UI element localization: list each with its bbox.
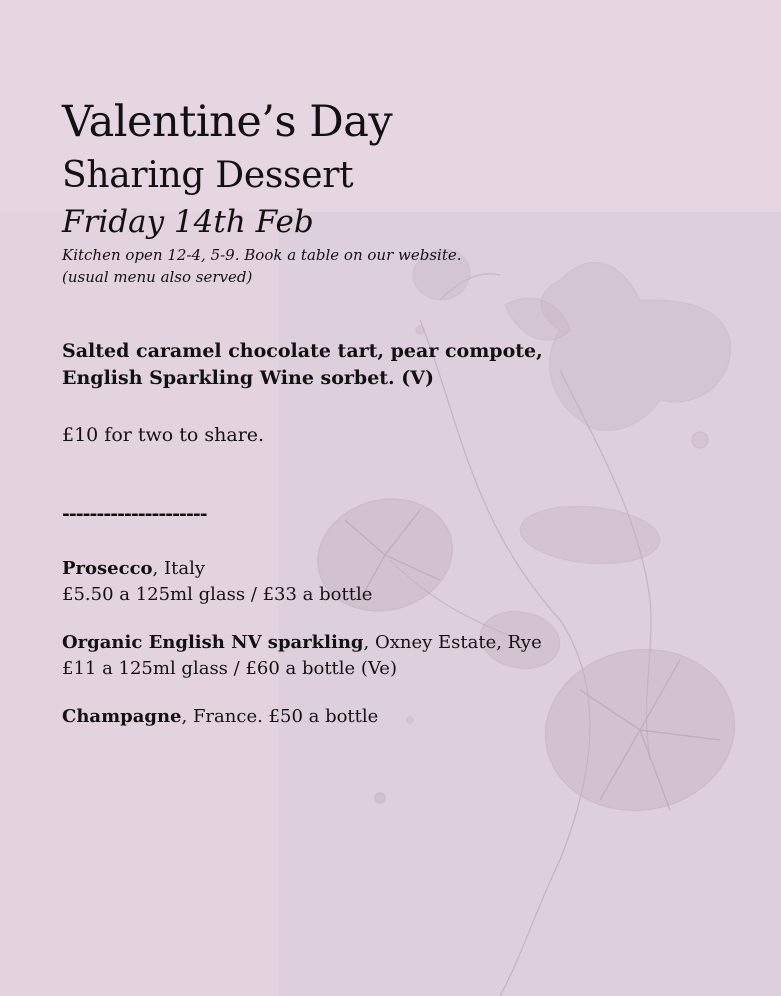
wine-origin: , Italy [152, 558, 205, 579]
kitchen-hours: Kitchen open 12-4, 5-9. Book a table on our website. [62, 246, 462, 264]
page-title: Valentine’s Day [62, 97, 393, 147]
event-date: Friday 14th Feb [62, 204, 314, 240]
wine-name: Prosecco [62, 558, 153, 579]
menu-content [62, 96, 622, 730]
kitchen-info [62, 244, 622, 288]
wine-item-prosecco [62, 556, 622, 608]
wine-price: £11 a 125ml glass / £60 a bottle (Ve) [62, 658, 397, 679]
dessert-line-2: English Sparkling Wine sorbet. (V) [62, 367, 435, 389]
dessert-line-1: Salted caramel chocolate tart, pear compote, [62, 340, 543, 362]
dessert-price: £10 for two to share. [62, 424, 265, 446]
wine-price: £5.50 a 125ml glass / £33 a bottle [62, 584, 373, 605]
section-divider: --------------------- [62, 503, 207, 525]
dessert-description [62, 338, 622, 392]
wine-origin: , France. £50 a bottle [181, 706, 379, 727]
wine-name: Champagne [62, 706, 182, 727]
usual-menu-note: (usual menu also served) [62, 268, 253, 286]
wine-item-champagne [62, 704, 622, 730]
wine-origin: , Oxney Estate, Rye [363, 632, 542, 653]
wine-name: Organic English NV sparkling [62, 632, 364, 653]
wine-item-english-sparkling [62, 630, 622, 682]
page-subtitle: Sharing Dessert [62, 155, 354, 196]
